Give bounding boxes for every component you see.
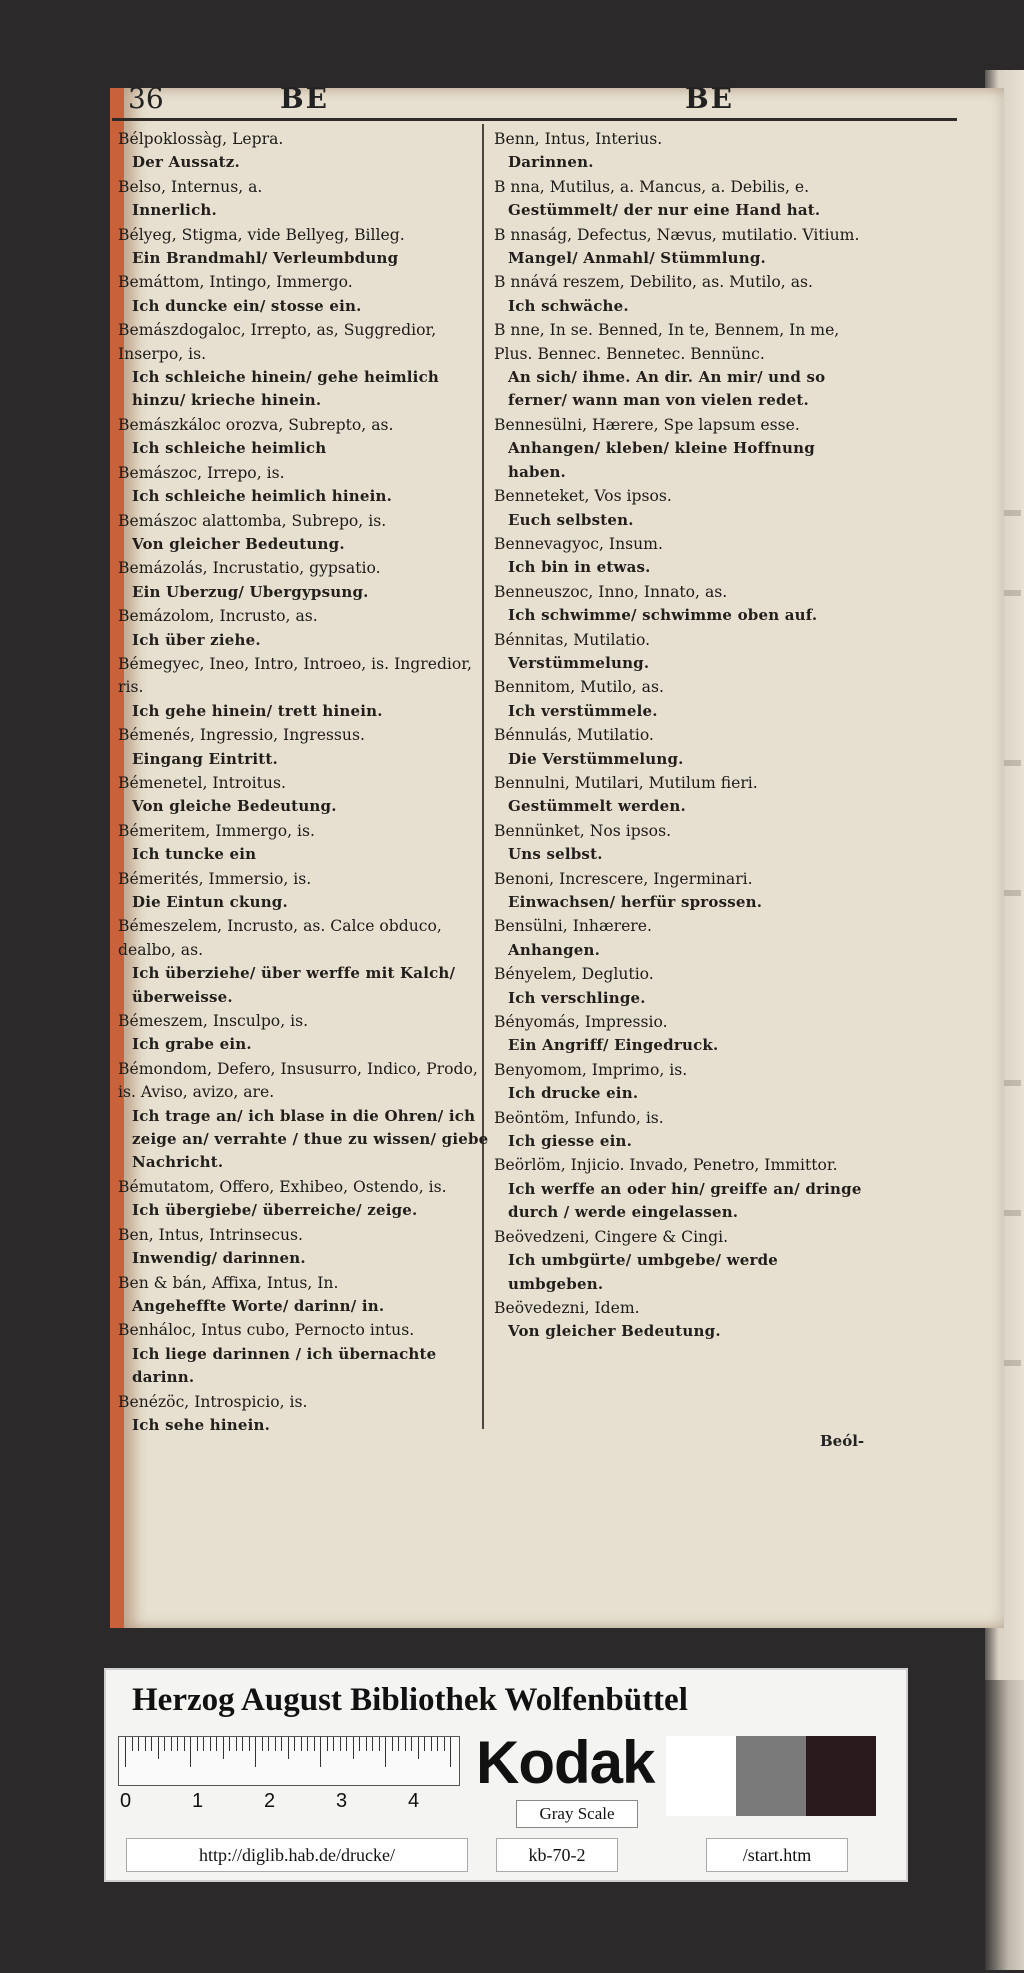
ruler-tick (444, 1737, 445, 1751)
dictionary-entry (494, 1059, 872, 1106)
entry-german: Ich umbgürte/ umbgebe/ werde umbgeben. (508, 1251, 779, 1293)
ruler-tick (281, 1737, 282, 1751)
ruler-tick (203, 1737, 204, 1751)
dictionary-entry (118, 271, 493, 318)
entry-latin: Bemászdogaloc, Irrepto, as, Suggredior, Inserpo, is. (118, 321, 437, 363)
ruler-tick (262, 1737, 263, 1751)
entry-german: Die Verstümmelung. (508, 749, 684, 768)
entry-german: Ich verstümmele. (508, 701, 658, 720)
dictionary-entry (494, 176, 872, 223)
ruler-tick (411, 1737, 412, 1751)
running-head-right: BE (685, 82, 735, 115)
entry-latin: Beövedzeni, Cingere & Cingi. (494, 1227, 729, 1246)
entry-german: Von gleiche Bedeutung. (132, 797, 337, 816)
ruler-tick (288, 1737, 289, 1759)
entry-latin: Bémeszem, Insculpo, is. (118, 1012, 309, 1031)
ruler-tick (294, 1737, 295, 1751)
dictionary-entry (494, 1226, 872, 1296)
entry-german: An sich/ ihme. An dir. An mir/ und so ferner/ wann man von vielen redet. (508, 368, 826, 410)
swatch-dark (806, 1736, 876, 1816)
ruler-tick (197, 1737, 198, 1751)
dictionary-entry (494, 629, 872, 676)
dictionary-entry (494, 820, 872, 867)
dictionary-entry (118, 128, 493, 175)
header-rule (112, 118, 957, 121)
entry-latin: Ben, Intus, Intrinsecus. (118, 1225, 303, 1244)
dictionary-entry (494, 724, 872, 771)
entry-german: Ich tuncke ein (132, 845, 257, 864)
dictionary-entry (118, 605, 493, 652)
ruler-tick (418, 1737, 419, 1759)
ruler-tick (255, 1737, 256, 1767)
entry-latin: Bennesülni, Hærere, Spe lapsum esse. (494, 415, 800, 434)
entry-german: Inwendig/ darinnen. (132, 1249, 306, 1268)
entry-german: Ich bin in etwas. (508, 558, 651, 577)
dictionary-entry (118, 772, 493, 819)
entry-latin: Bennünket, Nos ipsos. (494, 821, 672, 840)
running-head-left: BE (280, 82, 330, 115)
entry-german: Einwachsen/ herfür sprossen. (508, 893, 763, 911)
entry-german: Ich schwäche. (508, 296, 629, 315)
entry-german: Ich werffe an oder hin/ greiffe an/ dringe durch / werde eingelassen. (508, 1179, 862, 1222)
ruler-tick (301, 1737, 302, 1751)
ruler-tick (164, 1737, 165, 1751)
ruler-tick (431, 1737, 432, 1751)
entry-german: Ich trage an/ ich blase in die Ohren/ ich zeige an/ verrahte / thue zu wissen/ giebe Nachricht. (132, 1106, 489, 1172)
entry-latin: Bemászoc alattomba, Subrepo, is. (118, 511, 387, 530)
ruler-tick (190, 1737, 191, 1767)
entry-latin: Bémeszelem, Incrusto, as. Calce obduco, dealbo, as. (118, 917, 442, 959)
ruler-tick (236, 1737, 237, 1751)
entry-latin: Beöntöm, Infundo, is. (494, 1108, 664, 1127)
entry-german: Anhangen. (508, 940, 601, 959)
swatch-white (666, 1736, 736, 1816)
ruler-tick (307, 1737, 308, 1751)
entry-german: Ich überziehe/ über werffe mit Kalch/ überweisse. (132, 964, 456, 1006)
catchword: Beól- (820, 1432, 865, 1450)
entry-german: Darinnen. (508, 153, 594, 172)
entry-latin: Benézöc, Introspicio, is. (118, 1392, 308, 1411)
entry-latin: Benháloc, Intus cubo, Pernocto intus. (118, 1321, 415, 1340)
entry-german: Ich drucke ein. (508, 1084, 639, 1103)
dictionary-entry (118, 820, 493, 867)
entry-german: Von gleicher Bedeutung. (508, 1322, 721, 1341)
entry-latin: Bensülni, Inhærere. (494, 917, 652, 936)
dictionary-entry (118, 319, 493, 413)
ruler-number: 0 (120, 1790, 132, 1812)
adjacent-page-edge-lower (985, 1680, 1024, 1970)
entry-german: Eingang Eintritt. (132, 749, 278, 768)
ruler-tick (353, 1737, 354, 1759)
swatch-gray (736, 1736, 806, 1816)
ruler-tick (405, 1737, 406, 1751)
ruler-tick (379, 1737, 380, 1751)
ruler-tick (340, 1737, 341, 1751)
ruler-number: 2 (264, 1790, 276, 1812)
entry-german: Ich gehe hinein/ trett hinein. (132, 701, 383, 720)
entry-german: Ich giesse ein. (508, 1132, 633, 1151)
dictionary-entry (494, 676, 872, 723)
entry-german: Ich duncke ein/ stosse ein. (132, 296, 362, 315)
url-id: kb-70-2 (496, 1838, 618, 1872)
ruler-scale (118, 1736, 460, 1786)
entry-latin: Bélpoklossàg, Lepra. (118, 130, 284, 148)
entry-latin: B nna, Mutilus, a. Mancus, a. Debilis, e. (494, 177, 810, 196)
ruler-tick (372, 1737, 373, 1751)
dictionary-entry (494, 1107, 872, 1154)
entry-german: Ich grabe ein. (132, 1035, 252, 1054)
dictionary-entry (118, 915, 493, 1009)
entry-german: Anhangen/ kleben/ kleine Hoffnung haben. (508, 439, 815, 481)
dictionary-entry (118, 1319, 493, 1389)
dictionary-entry (118, 176, 493, 223)
entry-latin: Bémegyec, Ineo, Intro, Introeo, is. Ingredior, ris. (118, 654, 472, 697)
entry-latin: Bémenetel, Introitus. (118, 773, 286, 792)
dictionary-entry (494, 915, 872, 962)
ruler-tick (249, 1737, 250, 1751)
ruler-tick (398, 1737, 399, 1751)
entry-german: Innerlich. (132, 201, 217, 220)
dictionary-entry (494, 533, 872, 580)
dictionary-entry (494, 485, 872, 532)
ruler-tick (151, 1737, 152, 1751)
entry-latin: Beövedezni, Idem. (494, 1298, 640, 1317)
entry-latin: Belso, Internus, a. (118, 177, 263, 196)
ruler-tick (320, 1737, 321, 1767)
ruler-tick (145, 1737, 146, 1751)
url-base: http://diglib.hab.de/drucke/ (126, 1838, 468, 1872)
dictionary-entry (494, 414, 872, 484)
entry-german: Ich übergiebe/ überreiche/ zeige. (132, 1201, 418, 1220)
ruler-tick (424, 1737, 425, 1751)
ruler-number: 1 (192, 1790, 204, 1812)
dictionary-entry (118, 724, 493, 771)
entry-german: Der Aussatz. (132, 153, 240, 172)
dictionary-entry (118, 1058, 493, 1175)
entry-german: Uns selbst. (508, 845, 603, 864)
entry-latin: B nne, In se. Benned, In te, Bennem, In me, Plus. Bennec. Bennetec. Bennünc. (494, 321, 840, 363)
dictionary-entry (118, 224, 493, 271)
ruler-tick (138, 1737, 139, 1751)
ruler-tick (385, 1737, 386, 1767)
entry-german: Verstümmelung. (508, 653, 650, 672)
ruler-tick (268, 1737, 269, 1751)
dictionary-entry (494, 1297, 872, 1344)
entry-german: Ich schleiche hinein/ gehe heimlich hinzu/ krieche hinein. (132, 368, 440, 410)
entry-latin: Benyomom, Imprimo, is. (494, 1060, 688, 1079)
entry-german: Gestümmelt/ der nur eine Hand hat. (508, 201, 821, 220)
entry-german: Ich schleiche heimlich hinein. (132, 487, 393, 506)
entry-german: Ich sehe hinein. (132, 1415, 271, 1434)
dictionary-entry (494, 271, 872, 318)
gray-scale-label: Gray Scale (516, 1800, 638, 1828)
dictionary-entry (118, 414, 493, 461)
ruler-tick (216, 1737, 217, 1751)
entry-latin: Bénnitas, Mutilatio. (494, 630, 651, 649)
entry-latin: Bemázolom, Incrusto, as. (118, 607, 318, 626)
entry-latin: Bemázolás, Incrustatio, gypsatio. (118, 559, 381, 578)
entry-german: Gestümmelt werden. (508, 797, 686, 816)
entry-german: Ein Uberzug/ Ubergypsung. (132, 582, 369, 601)
entry-latin: Ben & bán, Affixa, Intus, In. (118, 1273, 339, 1292)
entry-latin: Bémenés, Ingressio, Ingressus. (118, 726, 365, 745)
ruler-tick (327, 1737, 328, 1751)
dictionary-entry (118, 868, 493, 915)
dictionary-entry (494, 1154, 872, 1224)
entry-german: Ich liege darinnen / ich übernachte darinn. (132, 1344, 437, 1387)
entry-german: Ein Angriff/ Eingedruck. (508, 1036, 719, 1055)
entry-latin: Bennitom, Mutilo, as. (494, 678, 664, 697)
page-number: 36 (128, 82, 164, 115)
right-column (494, 128, 872, 1345)
dictionary-entry (494, 319, 872, 413)
entry-latin: B nnaság, Defectus, Nævus, mutilatio. Vitium. (494, 225, 860, 244)
dictionary-entry (494, 224, 872, 271)
entry-latin: B nnává reszem, Debilito, as. Mutilo, as. (494, 273, 813, 292)
dictionary-entry (494, 868, 872, 915)
ruler-tick (359, 1737, 360, 1751)
entry-latin: Bémutatom, Offero, Exhibeo, Ostendo, is. (118, 1177, 447, 1196)
entry-german: Die Eintun ckung. (132, 893, 288, 911)
entry-latin: Bényelem, Deglutio. (494, 965, 654, 984)
ruler-tick (184, 1737, 185, 1751)
ruler-tick (132, 1737, 133, 1751)
entry-latin: Benneuszoc, Inno, Innato, as. (494, 582, 728, 601)
institution-title: Herzog August Bibliothek Wolfenbüttel (132, 1682, 688, 1718)
ruler-tick (450, 1737, 451, 1767)
entry-german: Ein Brandmahl/ Verleumbdung (132, 249, 399, 268)
ruler-tick (346, 1737, 347, 1751)
ruler-tick (125, 1737, 126, 1767)
ruler-tick (158, 1737, 159, 1759)
entry-latin: Bemászoc, Irrepo, is. (118, 463, 285, 482)
ruler-number: 3 (336, 1790, 348, 1812)
entry-latin: Bényomás, Impressio. (494, 1013, 668, 1032)
entry-latin: Bennulni, Mutilari, Mutilum fieri. (494, 773, 758, 792)
ruler-tick (223, 1737, 224, 1759)
entry-german: Ich verschlinge. (508, 988, 646, 1007)
ruler-tick (210, 1737, 211, 1751)
dictionary-entry (118, 1224, 493, 1271)
dictionary-entry (118, 557, 493, 604)
color-target-card (104, 1668, 908, 1882)
ruler-tick (177, 1737, 178, 1751)
entry-latin: Benneteket, Vos ipsos. (494, 487, 672, 506)
entry-latin: Bemászkáloc orozva, Subrepto, as. (118, 415, 394, 434)
ruler-tick (229, 1737, 230, 1751)
entry-german: Mangel/ Anmahl/ Stümmlung. (508, 249, 766, 268)
entry-german: Angeheffte Worte/ darinn/ in. (132, 1296, 385, 1315)
ruler-tick (392, 1737, 393, 1751)
ruler-number: 4 (408, 1790, 420, 1812)
dictionary-entry (494, 581, 872, 628)
ruler-tick (171, 1737, 172, 1751)
ruler-tick (314, 1737, 315, 1751)
entry-german: Ich schwimme/ schwimme oben auf. (508, 606, 818, 625)
left-column (118, 128, 493, 1438)
dictionary-entry (118, 1010, 493, 1057)
dictionary-entry (118, 1176, 493, 1223)
entry-latin: Benn, Intus, Interius. (494, 130, 663, 148)
ruler-numbers (118, 1790, 458, 1816)
dictionary-entry (118, 653, 493, 723)
entry-latin: Bémondom, Defero, Insusurro, Indico, Prodo, is. Aviso, avizo, are. (118, 1059, 478, 1102)
ruler-tick (333, 1737, 334, 1751)
url-suffix: /start.htm (706, 1838, 848, 1872)
dictionary-entry (118, 1391, 493, 1438)
entry-german: Ich schleiche heimlich (132, 439, 327, 458)
dictionary-entry (494, 1011, 872, 1058)
entry-german: Euch selbsten. (508, 510, 634, 529)
ruler-tick (242, 1737, 243, 1751)
entry-german: Ich über ziehe. (132, 630, 261, 649)
entry-latin: Bemáttom, Intingo, Immergo. (118, 273, 353, 292)
dictionary-entry (118, 462, 493, 509)
entry-latin: Beörlöm, Injicio. Invado, Penetro, Immittor. (494, 1156, 838, 1175)
entry-latin: Bélyeg, Stigma, vide Bellyeg, Billeg. (118, 225, 405, 244)
kodak-logo: Kodak (476, 1729, 655, 1796)
dictionary-entry (494, 963, 872, 1010)
entry-latin: Bémerités, Immersio, is. (118, 869, 312, 888)
ruler-tick (366, 1737, 367, 1751)
dictionary-entry (494, 128, 872, 175)
ruler-tick (275, 1737, 276, 1751)
entry-latin: Bémeritem, Immergo, is. (118, 821, 315, 840)
entry-latin: Benoni, Increscere, Ingerminari. (494, 869, 753, 888)
entry-latin: Bénnulás, Mutilatio. (494, 726, 654, 745)
entry-latin: Bennevagyoc, Insum. (494, 534, 663, 553)
dictionary-entry (494, 772, 872, 819)
entry-german: Von gleicher Bedeutung. (132, 534, 345, 553)
dictionary-entry (118, 510, 493, 557)
dictionary-entry (118, 1272, 493, 1319)
ruler-tick (437, 1737, 438, 1751)
